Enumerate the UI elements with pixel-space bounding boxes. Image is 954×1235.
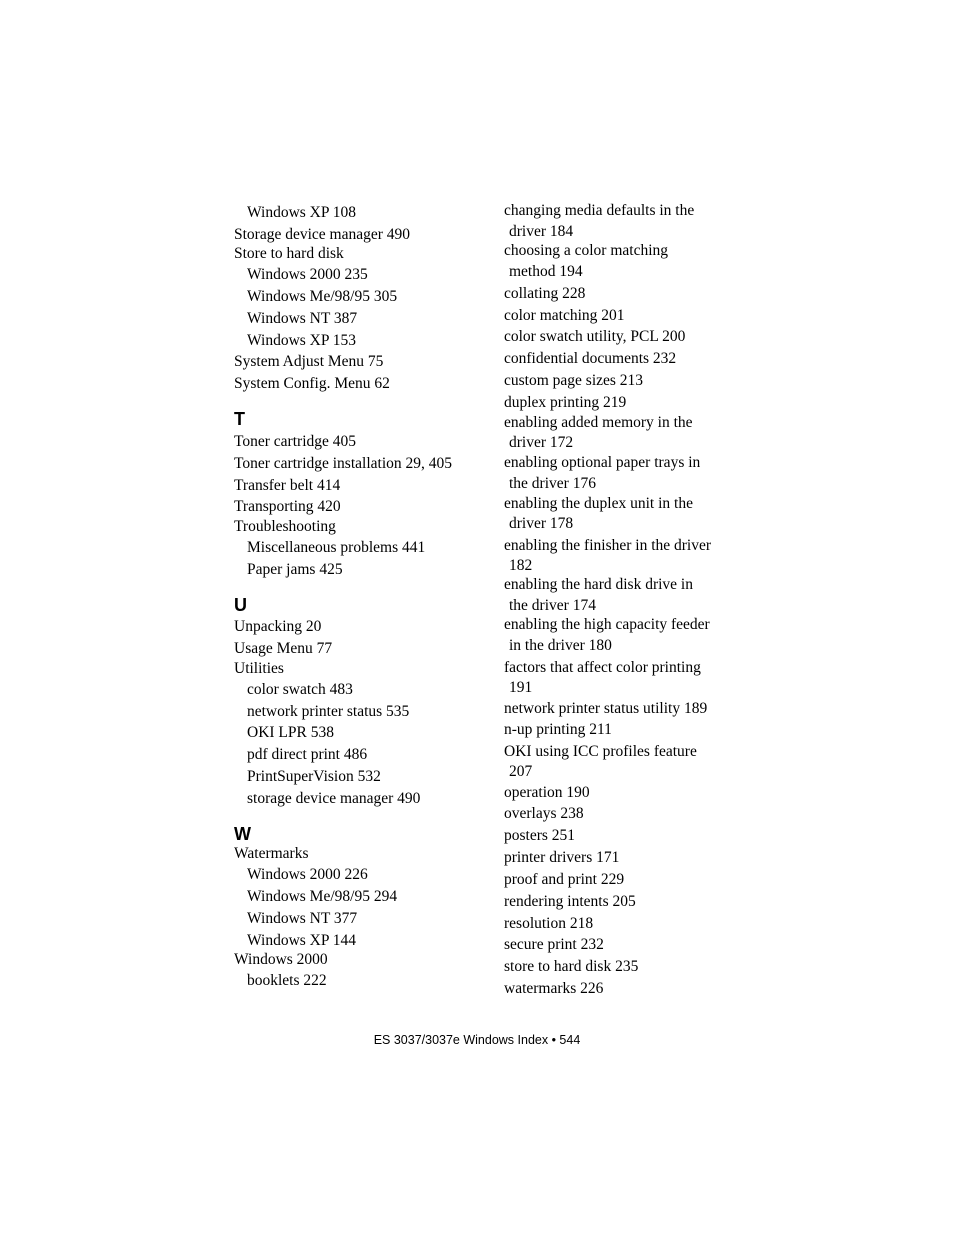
index-section-letter: W: [234, 824, 251, 844]
index-entry: confidential documents 232: [504, 350, 677, 367]
index-entry: enabling the duplex unit in the: [504, 495, 693, 512]
index-subentry: Windows NT 387: [247, 310, 358, 327]
index-section-letter: U: [234, 595, 247, 615]
index-entry: Store to hard disk: [234, 245, 344, 262]
index-entry: collating 228: [504, 285, 586, 302]
index-entry-continuation: 207: [509, 763, 533, 780]
index-subentry: storage device manager 490: [247, 790, 421, 807]
index-entry: enabling the hard disk drive in: [504, 576, 693, 593]
index-entry: Watermarks: [234, 845, 309, 862]
index-entry: Troubleshooting: [234, 518, 336, 535]
index-entry: Toner cartridge installation 29, 405: [234, 455, 453, 472]
index-entry: proof and print 229: [504, 871, 625, 888]
index-subentry: Miscellaneous problems 441: [247, 539, 426, 556]
index-subentry: Windows XP 144: [247, 932, 357, 949]
index-subentry: booklets 222: [247, 972, 327, 989]
index-entry: printer drivers 171: [504, 849, 620, 866]
page-footer: ES 3037/3037e Windows Index • 544: [373, 1033, 581, 1047]
index-entry-continuation: 182: [509, 557, 533, 574]
index-entry: Usage Menu 77: [234, 640, 333, 657]
index-entry: System Config. Menu 62: [234, 375, 390, 392]
index-entry: resolution 218: [504, 915, 594, 932]
index-entry: duplex printing 219: [504, 394, 627, 411]
index-entry: OKI using ICC profiles feature: [504, 743, 697, 760]
index-subentry: Windows 2000 226: [247, 866, 368, 883]
index-entry: enabling added memory in the: [504, 414, 693, 431]
index-subentry: PrintSuperVision 532: [247, 768, 381, 785]
index-entry-continuation: driver 172: [509, 434, 574, 451]
index-entry: n-up printing 211: [504, 721, 612, 738]
index-entry: Toner cartridge 405: [234, 433, 357, 450]
index-subentry: Paper jams 425: [247, 561, 343, 578]
index-entry: enabling optional paper trays in: [504, 454, 701, 471]
index-entry: Storage device manager 490: [234, 226, 411, 243]
index-subentry: OKI LPR 538: [247, 724, 334, 741]
index-entry: network printer status utility 189: [504, 700, 708, 717]
index-entry-continuation: 191: [509, 679, 533, 696]
index-subentry: pdf direct print 486: [247, 746, 368, 763]
index-subentry: network printer status 535: [247, 703, 410, 720]
index-entry: choosing a color matching: [504, 242, 668, 259]
index-entry: Transfer belt 414: [234, 477, 341, 494]
index-entry: rendering intents 205: [504, 893, 636, 910]
index-entry: overlays 238: [504, 805, 584, 822]
index-entry: color swatch utility, PCL 200: [504, 328, 686, 345]
index-entry: changing media defaults in the: [504, 202, 695, 219]
index-entry: color matching 201: [504, 307, 625, 324]
index-entry-continuation: driver 178: [509, 515, 574, 532]
index-entry: Unpacking 20: [234, 618, 322, 635]
index-entry: Transporting 420: [234, 498, 341, 515]
index-subentry: Windows NT 377: [247, 910, 358, 927]
index-section-letter: T: [234, 409, 245, 429]
index-subentry: Windows 2000 235: [247, 266, 368, 283]
index-entry: System Adjust Menu 75: [234, 353, 384, 370]
index-subentry: color swatch 483: [247, 681, 353, 698]
index-subentry: Windows XP 108: [247, 204, 357, 221]
index-entry: factors that affect color printing: [504, 659, 701, 676]
index-entry: custom page sizes 213: [504, 372, 644, 389]
index-entry: enabling the high capacity feeder: [504, 616, 710, 633]
index-entry: posters 251: [504, 827, 576, 844]
index-entry: operation 190: [504, 784, 590, 801]
index-entry: secure print 232: [504, 936, 604, 953]
index-entry: watermarks 226: [504, 980, 604, 997]
index-entry: enabling the finisher in the driver: [504, 537, 712, 554]
index-entry-continuation: the driver 174: [509, 597, 596, 614]
index-subentry: Windows Me/98/95 294: [247, 888, 398, 905]
index-entry: Windows 2000: [234, 951, 328, 968]
index-subentry: Windows XP 153: [247, 332, 357, 349]
index-entry: Utilities: [234, 660, 284, 677]
index-entry-continuation: in the driver 180: [509, 637, 612, 654]
index-entry-continuation: the driver 176: [509, 475, 596, 492]
index-subentry: Windows Me/98/95 305: [247, 288, 398, 305]
index-entry-continuation: method 194: [509, 263, 583, 280]
index-entry: store to hard disk 235: [504, 958, 639, 975]
index-entry-continuation: driver 184: [509, 223, 574, 240]
